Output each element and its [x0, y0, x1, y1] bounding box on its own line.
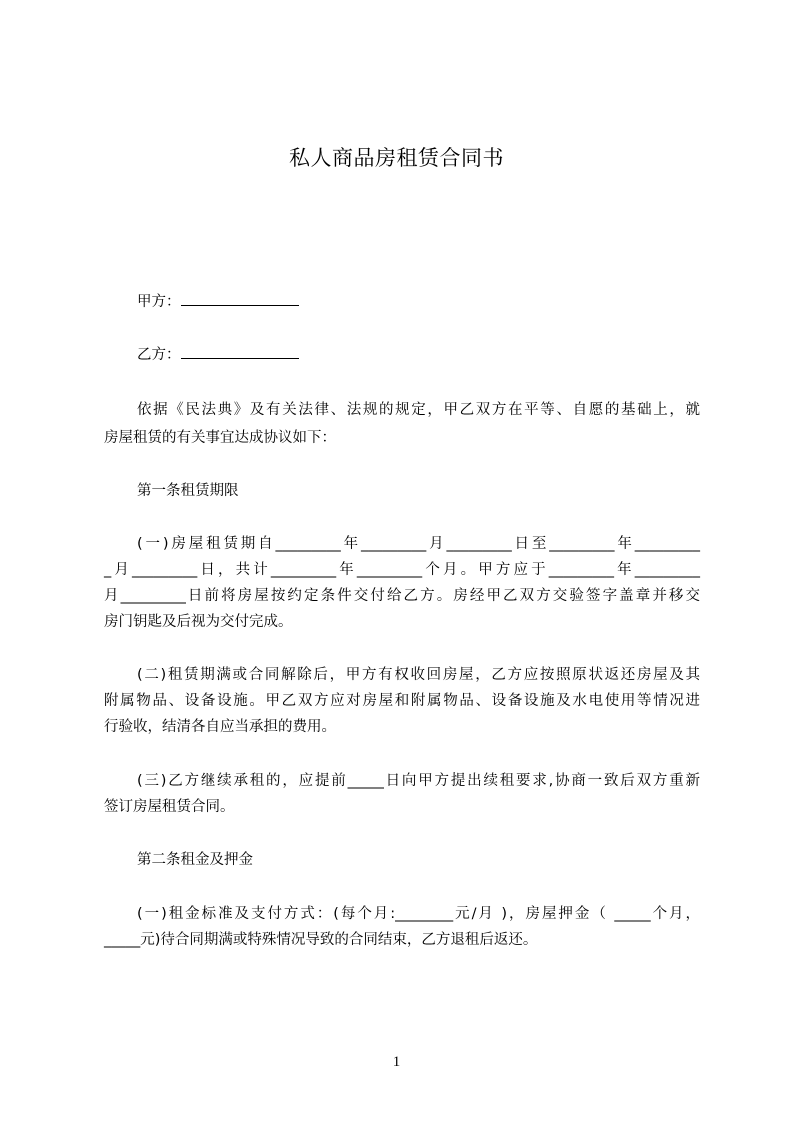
article-1-clause-3-line-1: (三)乙方继续承租的，应提前_____日向甲方提出续租要求,协商一致后双方重新 [137, 773, 700, 789]
party-a-line [137, 288, 733, 317]
party-b-line [137, 341, 733, 370]
party-b-blank [181, 341, 299, 359]
party-a-blank [181, 288, 299, 306]
article-2-clause-1-line-2: _____元)待合同期满或特殊情况导致的合同结束，乙方退租后返还。 [104, 932, 538, 948]
article-1-heading: 第一条租赁期限 [137, 483, 239, 499]
article-2-heading: 第二条租金及押金 [137, 852, 253, 868]
preamble-line-1: 依据《民法典》及有关法律、法规的规定，甲乙双方在平等、自愿的基础上，就 [137, 402, 700, 418]
article-2-clause-1-line-1: (一)租金标准及支付方式：(每个月:________元/月 )，房屋押金（ _____个月， [137, 906, 700, 922]
article-1-clause-1-line-2: _月_________日，共计_________年_________个月。甲方应于_________年_________ [104, 562, 700, 578]
article-1-clause-3-line-2: 签订房屋租赁合同。 [104, 799, 235, 815]
article-1-clause-1-line-4: 房门钥匙及后视为交付完成。 [104, 614, 293, 630]
article-1-clause-2-line-2: 附属物品、设备设施。甲乙双方应对房屋和附属物品、设备设施及水电使用等情况进 [104, 693, 700, 709]
document-title: 私人商品房租赁合同书 [289, 146, 504, 170]
article-1-clause-2-line-3: 行验收，结清各自应当承担的费用。 [104, 719, 336, 735]
article-1-clause-1-line-1: (一)房屋租赁期自_________年_________月_________日至_________年_________ [137, 536, 700, 552]
party-b-label: 乙方： [137, 347, 181, 363]
page-number: 1 [392, 1054, 401, 1070]
preamble-line-2: 房屋租赁的有关事宜达成协议如下： [104, 430, 336, 446]
article-1-clause-2-line-1: (二)租赁期满或合同解除后，甲方有权收回房屋，乙方应按照原状返还房屋及其 [137, 667, 700, 683]
article-1-clause-1-line-3: 月_________日前将房屋按约定条件交付给乙方。房经甲乙双方交验签字盖章并移交 [104, 588, 700, 604]
party-a-label: 甲方： [137, 294, 181, 310]
